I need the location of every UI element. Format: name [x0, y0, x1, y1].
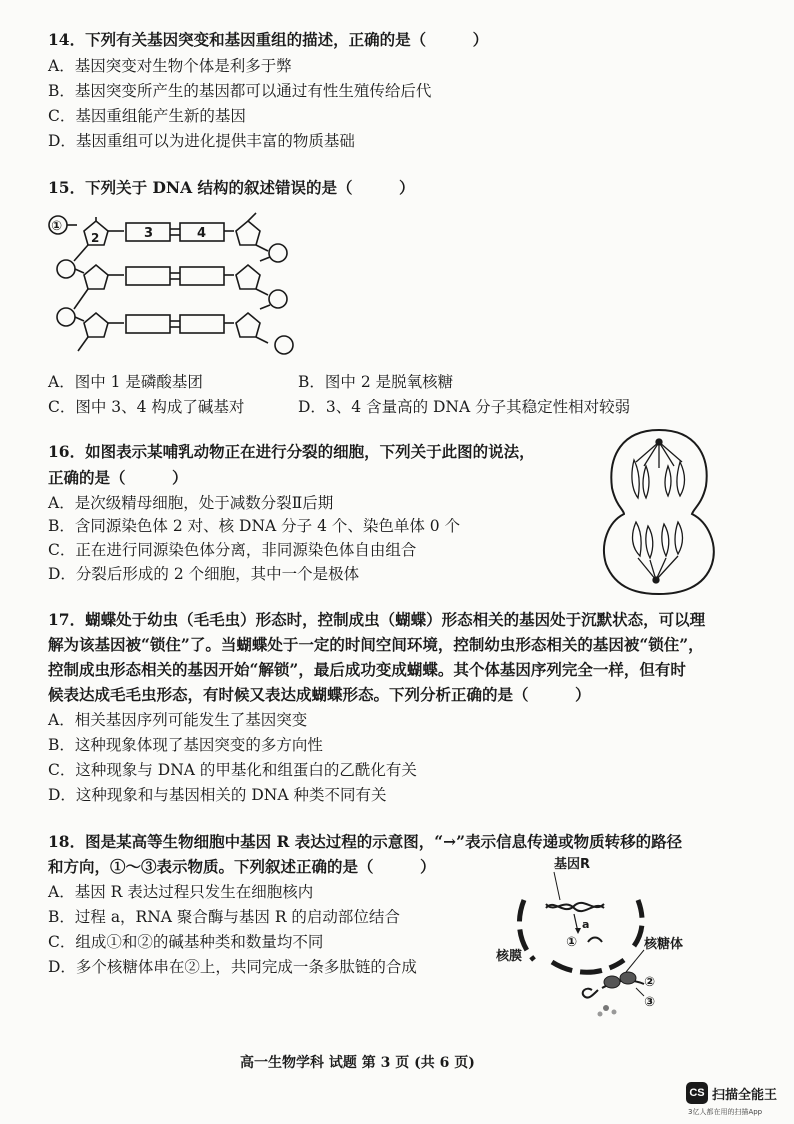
page-footer: 高一生物学科 试题 第 3 页 (共 6 页) — [240, 1055, 475, 1071]
dividing-cell-diagram — [594, 426, 724, 596]
label-substance-3: ③ — [644, 995, 656, 1010]
q15-option-d: D．3、4 含量高的 DNA 分子其稳定性相对较弱 — [298, 398, 631, 416]
gene-expression-diagram — [494, 850, 694, 1020]
q16-option-b: B．含同源染色体 2 对、核 DNA 分子 4 个、染色单体 0 个 — [48, 517, 461, 535]
q17-stem-line3: 控制成虫形态相关的基因开始“解锁”，最后成功变成蝴蝶。其个体基因序列完全一样，但有时 — [48, 660, 686, 679]
label-ribosome: 核糖体 — [644, 937, 684, 952]
q15-option-a: A．图中 1 是磷酸基团 — [48, 373, 203, 391]
q18-stem-line1: 18．图是某高等生物细胞中基因 R 表达过程的示意图，“→”表示信息传递或物质转移的路径 — [48, 832, 683, 851]
label-4: 4 — [197, 226, 207, 241]
q17-option-a: A．相关基因序列可能发生了基因突变 — [48, 711, 308, 729]
q14-option-a: A．基因突变对生物个体是利多于弊 — [48, 57, 292, 75]
q17-stem-line2: 解为该基因被“锁住”了。当蝴蝶处于一定的时间空间环境，控制幼虫形态相关的基因被“锁住”， — [48, 635, 704, 654]
watermark-app-name: 扫描全能王 — [712, 1088, 778, 1103]
q15-option-b: B．图中 2 是脱氧核糖 — [298, 373, 454, 391]
q15-stem: 15．下列关于 DNA 结构的叙述错误的是（ ） — [48, 178, 415, 197]
label-nuclear-membrane: 核膜 — [496, 949, 523, 964]
q15-option-c: C．图中 3、4 构成了碱基对 — [48, 398, 245, 416]
q17-option-c: C．这种现象与 DNA 的甲基化和组蛋白的乙酰化有关 — [48, 761, 417, 779]
label-substance-2: ② — [644, 975, 656, 990]
q17-option-b: B．这种现象体现了基因突变的多方向性 — [48, 736, 323, 754]
dna-structure-diagram — [44, 205, 304, 365]
label-gene-r: 基因R — [554, 857, 591, 872]
q14-option-b: B．基因突变所产生的基因都可以通过有性生殖传给后代 — [48, 82, 432, 100]
q16-stem-line1: 16．如图表示某哺乳动物正在进行分裂的细胞，下列关于此图的说法， — [48, 442, 535, 461]
label-1: ① — [51, 219, 63, 234]
q18-stem-line2: 和方向，①～③表示物质。下列叙述正确的是（ ） — [48, 857, 436, 876]
q18-option-b: B．过程 a，RNA 聚合酶与基因 R 的启动部位结合 — [48, 908, 400, 926]
label-2: 2 — [91, 231, 100, 245]
q17-option-d: D．这种现象和与基因相关的 DNA 种类不同有关 — [48, 786, 387, 804]
label-process-a: a — [582, 918, 590, 931]
scanner-watermark — [686, 1082, 786, 1118]
q17-stem-line4: 候表达成毛毛虫形态，有时候又表达成蝴蝶形态。下列分析正确的是（ ） — [48, 685, 591, 704]
q16-option-d: D．分裂后形成的 2 个细胞，其中一个是极体 — [48, 565, 360, 583]
q16-option-a: A．是次级精母细胞，处于减数分裂Ⅱ后期 — [48, 494, 334, 512]
q18-option-a: A．基因 R 表达过程只发生在细胞核内 — [48, 883, 314, 901]
q16-option-c: C．正在进行同源染色体分离，非同源染色体自由组合 — [48, 541, 417, 559]
label-3: 3 — [144, 226, 154, 241]
q14-option-c: C．基因重组能产生新的基因 — [48, 107, 246, 125]
q18-option-c: C．组成①和②的碱基种类和数量均不同 — [48, 933, 324, 951]
label-substance-1: ① — [566, 935, 578, 950]
q14-option-d: D．基因重组可以为进化提供丰富的物质基础 — [48, 132, 355, 150]
q17-stem-line1: 17．蝴蝶处于幼虫（毛毛虫）形态时，控制成虫（蝴蝶）形态相关的基因处于沉默状态，可以理 — [48, 610, 706, 629]
cs-logo-icon: CS — [686, 1082, 708, 1104]
q14-stem: 14．下列有关基因突变和基因重组的描述，正确的是（ ） — [48, 30, 489, 49]
q18-option-d: D．多个核糖体串在②上，共同完成一条多肽链的合成 — [48, 958, 417, 976]
watermark-tagline: 3亿人都在用的扫描App — [688, 1108, 763, 1116]
q16-stem-line2: 正确的是（ ） — [48, 468, 188, 487]
